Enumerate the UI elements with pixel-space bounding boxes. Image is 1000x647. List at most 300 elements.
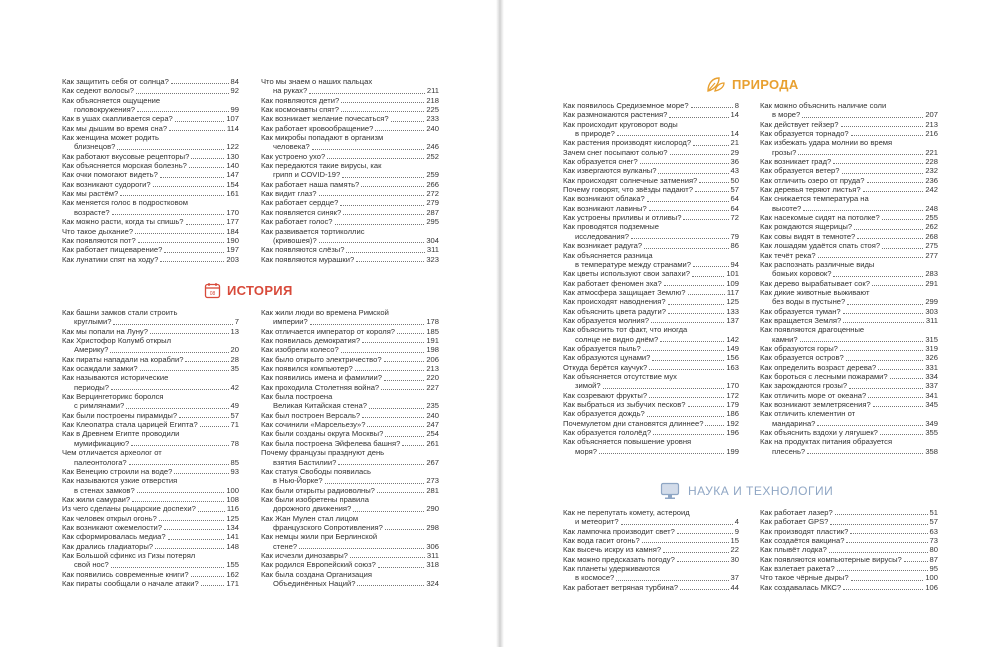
leader-dots bbox=[378, 567, 425, 568]
toc-entry-text: Как появился компьютер? bbox=[261, 364, 353, 374]
toc-entry bbox=[261, 152, 439, 161]
toc-column-nature-2 bbox=[760, 101, 938, 456]
page-number: 318 bbox=[426, 560, 439, 570]
toc-entry bbox=[760, 391, 938, 400]
toc-entry-text: Как возникает желание почесаться? bbox=[261, 114, 389, 124]
leader-dots bbox=[164, 529, 224, 530]
toc-entry bbox=[760, 536, 938, 545]
toc-entry bbox=[760, 372, 938, 381]
toc-entry bbox=[563, 428, 739, 437]
toc-entry bbox=[760, 307, 938, 316]
toc-entry-text: зимой? bbox=[575, 381, 601, 391]
toc-entry-text: Из чего сделаны рыцарские доспехи? bbox=[62, 504, 196, 514]
leader-dots bbox=[664, 285, 725, 286]
page-number: 99 bbox=[230, 105, 239, 115]
leader-dots bbox=[164, 252, 224, 253]
toc-entry bbox=[760, 381, 938, 390]
leader-dots bbox=[377, 492, 424, 493]
toc-entry-text: Как пираты нападали на корабли? bbox=[62, 354, 184, 364]
toc-entry-text: Как объясняется разница bbox=[563, 250, 653, 260]
toc-entry-text: Как работает GPS? bbox=[760, 517, 829, 527]
toc-entry bbox=[261, 198, 439, 207]
toc-entry bbox=[62, 96, 239, 115]
page-number: 43 bbox=[730, 166, 739, 176]
toc-entry-text: Как возникает радуга? bbox=[563, 241, 643, 251]
toc-entry-text: Как определить возраст дерева? bbox=[760, 362, 877, 372]
leader-dots bbox=[120, 195, 224, 196]
page-number: 185 bbox=[426, 326, 439, 336]
leader-dots bbox=[342, 177, 424, 178]
toc-entry bbox=[261, 180, 439, 189]
toc-entry bbox=[62, 336, 239, 355]
toc-entry-text: на руках? bbox=[273, 86, 308, 96]
toc-entry bbox=[563, 138, 739, 147]
page-number: 95 bbox=[929, 564, 938, 574]
toc-entry bbox=[563, 527, 739, 536]
toc-entry bbox=[62, 124, 239, 133]
page-number: 37 bbox=[730, 573, 739, 583]
toc-entry-text: стене? bbox=[273, 541, 298, 551]
leader-dots bbox=[833, 163, 923, 164]
leader-dots bbox=[137, 111, 229, 112]
toc-entry-text: Как жили самураи? bbox=[62, 494, 131, 504]
leader-dots bbox=[113, 324, 232, 325]
leader-dots bbox=[680, 589, 728, 590]
toc-entry-text: плесень? bbox=[772, 446, 806, 456]
leader-dots bbox=[179, 417, 228, 418]
leader-dots bbox=[850, 533, 927, 534]
toc-entry bbox=[760, 138, 938, 157]
leader-dots bbox=[691, 107, 733, 108]
leader-dots bbox=[186, 224, 225, 225]
toc-entry bbox=[760, 157, 938, 166]
leader-dots bbox=[653, 434, 724, 435]
leader-dots bbox=[693, 145, 728, 146]
leader-dots bbox=[355, 370, 425, 371]
page-number: 101 bbox=[726, 269, 739, 279]
leader-dots bbox=[693, 266, 729, 267]
page-number: 71 bbox=[230, 420, 239, 430]
leader-dots bbox=[890, 378, 924, 379]
toc-entry-text: Как возникают облака? bbox=[563, 194, 645, 204]
page-number: 94 bbox=[730, 259, 739, 269]
page-number: 277 bbox=[925, 250, 938, 260]
toc-entry bbox=[760, 260, 938, 279]
toc-entry bbox=[563, 204, 739, 213]
page-number: 87 bbox=[929, 554, 938, 564]
page-number: 252 bbox=[426, 151, 439, 161]
toc-entry-text: Как статуя Свободы появилась bbox=[261, 466, 372, 476]
page-number: 161 bbox=[226, 189, 239, 199]
toc-entry bbox=[563, 222, 739, 241]
toc-entry-text: Как защитить себя от солнца? bbox=[62, 77, 169, 86]
page-number: 303 bbox=[925, 306, 938, 316]
section-title-nature: ПРИРОДА bbox=[732, 76, 799, 92]
toc-entry-text: Как зарождаются грозы? bbox=[760, 381, 848, 391]
page-number: 14 bbox=[730, 129, 739, 139]
toc-entry-text: Как немцы жили при Берлинской bbox=[261, 532, 378, 542]
toc-entry-text: Как было открыто электричество? bbox=[261, 354, 382, 364]
toc-entry bbox=[563, 536, 739, 545]
leader-dots bbox=[319, 242, 425, 243]
leader-dots bbox=[851, 580, 924, 581]
toc-entry bbox=[563, 400, 739, 409]
toc-entry-text: Как растения производят кислород? bbox=[563, 138, 692, 148]
svg-text:08: 08 bbox=[209, 291, 216, 297]
toc-entry-text: Как объяснить вздохи у лягушек? bbox=[760, 428, 878, 438]
page-number: 80 bbox=[929, 545, 938, 555]
toc-entry bbox=[563, 307, 739, 316]
leader-dots bbox=[110, 352, 228, 353]
toc-entry-text: Как сочинили «Марсельезу»? bbox=[261, 420, 366, 430]
toc-entry bbox=[760, 583, 938, 592]
leader-dots bbox=[843, 322, 924, 323]
toc-entry bbox=[563, 545, 739, 554]
toc-entry-text: божьих коровок? bbox=[772, 269, 832, 279]
leader-dots bbox=[643, 350, 725, 351]
page-number: 114 bbox=[226, 123, 239, 133]
toc-entry-text: без воды в пустыне? bbox=[772, 297, 846, 307]
leader-dots bbox=[309, 93, 425, 94]
leaf-icon bbox=[706, 75, 726, 93]
toc-entry bbox=[62, 551, 239, 570]
page-number: 134 bbox=[226, 522, 239, 532]
toc-column-history-1 bbox=[62, 308, 239, 588]
toc-entry-text: Как работает феномен эха? bbox=[563, 278, 662, 288]
toc-entry-text: Как работает наша память? bbox=[261, 179, 360, 189]
leader-dots bbox=[649, 369, 724, 370]
leader-dots bbox=[854, 229, 923, 230]
leader-dots bbox=[335, 224, 425, 225]
page-number: 216 bbox=[925, 129, 938, 139]
page-number: 211 bbox=[426, 86, 439, 96]
leader-dots bbox=[171, 83, 229, 84]
leader-dots bbox=[649, 397, 724, 398]
toc-entry bbox=[261, 245, 439, 254]
toc-entry bbox=[760, 428, 938, 437]
toc-entry-text: Как работает пищеварение? bbox=[62, 245, 163, 255]
toc-entry bbox=[62, 467, 239, 476]
toc-entry-text: Как возникают судороги? bbox=[62, 179, 151, 189]
toc-entry bbox=[563, 437, 739, 456]
page-number: 42 bbox=[230, 382, 239, 392]
page-number: 36 bbox=[730, 157, 739, 167]
toc-column-nature-1 bbox=[563, 101, 739, 456]
toc-entry-text: Как работает лазер? bbox=[760, 508, 833, 517]
page-number: 232 bbox=[925, 166, 938, 176]
toc-entry-text: Как был построен Версаль? bbox=[261, 410, 361, 420]
leader-dots bbox=[677, 533, 733, 534]
toc-entry bbox=[760, 437, 938, 456]
toc-entry bbox=[760, 316, 938, 325]
page-number: 149 bbox=[726, 343, 739, 353]
toc-entry bbox=[760, 555, 938, 564]
toc-entry-text: империи? bbox=[273, 317, 308, 327]
page-number: 275 bbox=[925, 241, 938, 251]
toc-entry bbox=[563, 288, 739, 297]
toc-entry bbox=[261, 392, 439, 411]
page-number: 233 bbox=[426, 114, 439, 124]
leader-dots bbox=[882, 248, 923, 249]
leader-dots bbox=[319, 195, 425, 196]
toc-entry-text: Как появляются мурашки? bbox=[261, 254, 355, 264]
leader-dots bbox=[135, 233, 224, 234]
toc-entry-text: Как появляется синяк? bbox=[261, 207, 342, 217]
toc-entry-text: Как образуется пыль? bbox=[563, 343, 641, 353]
toc-entry-text: и метеорит? bbox=[575, 517, 619, 527]
page-number: 197 bbox=[226, 245, 239, 255]
toc-entry bbox=[563, 419, 739, 428]
toc-entry-text: Как седеют волосы? bbox=[62, 86, 134, 96]
leader-dots bbox=[642, 542, 729, 543]
toc-entry-text: Как объяснить тот факт, что иногда bbox=[563, 325, 688, 335]
page-number: 199 bbox=[726, 446, 739, 456]
leader-dots bbox=[807, 453, 923, 454]
leader-dots bbox=[833, 276, 923, 277]
leader-dots bbox=[840, 350, 923, 351]
page-number: 30 bbox=[730, 554, 739, 564]
toc-entry-text: Как бороться с лесными пожарами? bbox=[760, 371, 888, 381]
page-number: 162 bbox=[226, 569, 239, 579]
book-spine bbox=[496, 0, 504, 647]
toc-entry-text: в море? bbox=[772, 110, 801, 120]
toc-entry-text: Как взлетает ракета? bbox=[760, 564, 835, 574]
page-number: 35 bbox=[230, 364, 239, 374]
leader-dots bbox=[129, 464, 229, 465]
toc-entry-text: круглыми? bbox=[74, 317, 112, 327]
page-number: 225 bbox=[426, 105, 439, 115]
toc-entry bbox=[563, 316, 739, 325]
toc-entry bbox=[563, 353, 739, 362]
page-number: 228 bbox=[925, 157, 938, 167]
toc-entry-text: Как отличить озеро от пруда? bbox=[760, 175, 865, 185]
leader-dots bbox=[843, 589, 923, 590]
page-number: 287 bbox=[426, 207, 439, 217]
page-number: 334 bbox=[925, 371, 938, 381]
toc-entry-text: Как насекомые сидят на потолке? bbox=[760, 213, 880, 223]
toc-entry-text: Как лампочка производит свет? bbox=[563, 526, 675, 536]
toc-entry bbox=[62, 189, 239, 198]
toc-entry-text: Как образуются цунами? bbox=[563, 353, 651, 363]
toc-entry bbox=[760, 176, 938, 185]
leader-dots bbox=[846, 542, 927, 543]
page-number: 92 bbox=[230, 86, 239, 96]
page-number: 85 bbox=[230, 457, 239, 467]
page-number: 79 bbox=[730, 231, 739, 241]
toc-entry-text: Как появляются пот? bbox=[62, 235, 136, 245]
toc-entry bbox=[261, 514, 439, 533]
leader-dots bbox=[817, 425, 923, 426]
page-number: 170 bbox=[726, 381, 739, 391]
toc-entry bbox=[563, 391, 739, 400]
toc-entry bbox=[62, 255, 239, 264]
toc-entry-text: Как исчезли динозавры? bbox=[261, 550, 348, 560]
toc-entry bbox=[261, 373, 439, 382]
leader-dots bbox=[325, 483, 425, 484]
toc-entry-text: грипп и COVID-19? bbox=[273, 170, 341, 180]
toc-entry-text: Как возникает град? bbox=[760, 157, 832, 167]
toc-entry-text: Как распознать различные виды bbox=[760, 259, 875, 269]
toc-entry bbox=[62, 579, 239, 588]
toc-entry-text: Как образуется туман? bbox=[760, 306, 841, 316]
toc-entry-text: Как были построены пирамиды? bbox=[62, 410, 178, 420]
toc-entry bbox=[563, 583, 739, 592]
leader-dots bbox=[362, 342, 424, 343]
toc-column-history-2 bbox=[261, 308, 439, 588]
toc-entry-text: Как деревья теряют листья? bbox=[760, 185, 861, 195]
leader-dots bbox=[391, 121, 425, 122]
toc-entry bbox=[563, 363, 739, 372]
page-number: 51 bbox=[929, 508, 938, 517]
toc-entry-text: Как устроено ухо? bbox=[261, 151, 326, 161]
toc-entry-text: Как работают вкусовые рецепторы? bbox=[62, 151, 190, 161]
toc-entry bbox=[261, 96, 439, 105]
leader-dots bbox=[384, 361, 425, 362]
toc-entry-text: камни? bbox=[772, 334, 798, 344]
toc-entry bbox=[760, 129, 938, 138]
toc-entry-text: периоды? bbox=[74, 382, 109, 392]
page-number: 326 bbox=[925, 353, 938, 363]
toc-entry-text: Как работает ветряная турбина? bbox=[563, 582, 679, 592]
page-number: 323 bbox=[426, 254, 439, 264]
toc-entry-text: Как объясняется повышение уровня bbox=[563, 437, 692, 447]
toc-entry bbox=[563, 344, 739, 353]
leader-dots bbox=[668, 304, 725, 305]
page-number: 50 bbox=[730, 175, 739, 185]
page-number: 63 bbox=[929, 526, 938, 536]
leader-dots bbox=[851, 135, 924, 136]
page-number: 93 bbox=[230, 466, 239, 476]
toc-entry bbox=[261, 105, 439, 114]
leader-dots bbox=[658, 173, 728, 174]
toc-entry bbox=[760, 232, 938, 241]
leader-dots bbox=[341, 111, 424, 112]
toc-column-science-2 bbox=[760, 508, 938, 592]
leader-dots bbox=[683, 219, 728, 220]
toc-entry-text: Америку? bbox=[74, 345, 109, 355]
page-number: 349 bbox=[925, 418, 938, 428]
toc-entry-text: Как течёт река? bbox=[760, 250, 816, 260]
leader-dots bbox=[341, 102, 424, 103]
toc-entry-text: Как извергаются вулканы? bbox=[563, 166, 657, 176]
toc-entry-text: Как создаётся вакцина? bbox=[760, 536, 845, 546]
leader-dots bbox=[829, 552, 928, 553]
toc-entry-text: Как устроены приливы и отливы? bbox=[563, 213, 682, 223]
page-number: 57 bbox=[730, 185, 739, 195]
toc-entry-text: Как называются исторические bbox=[62, 373, 169, 383]
toc-entry bbox=[261, 364, 439, 373]
toc-entry-text: Как Верцингеторикс боролся bbox=[62, 392, 164, 402]
toc-entry-text: Как человек открыл огонь? bbox=[62, 513, 157, 523]
toc-entry-text: Как действует гейзер? bbox=[760, 119, 839, 129]
toc-entry-text: Как родился Европейский союз? bbox=[261, 560, 376, 570]
toc-entry bbox=[62, 327, 239, 336]
section-header-nature bbox=[706, 75, 799, 93]
toc-entry bbox=[62, 448, 239, 467]
toc-entry-text: Как называются узкие отверстия bbox=[62, 476, 178, 486]
page-number: 72 bbox=[730, 213, 739, 223]
leader-dots bbox=[299, 548, 424, 549]
leader-dots bbox=[310, 324, 425, 325]
page-number: 7 bbox=[234, 317, 239, 327]
toc-entry-text: Как Клеопатра стала царицей Египта? bbox=[62, 420, 198, 430]
leader-dots bbox=[705, 425, 724, 426]
page-number: 130 bbox=[226, 151, 239, 161]
page-number: 100 bbox=[226, 485, 239, 495]
toc-entry bbox=[563, 279, 739, 288]
page-number: 246 bbox=[426, 142, 439, 152]
page-number: 261 bbox=[426, 438, 439, 448]
page-number: 177 bbox=[226, 217, 239, 227]
leader-dots bbox=[381, 389, 424, 390]
page-number: 248 bbox=[925, 203, 938, 213]
toc-entry bbox=[563, 409, 739, 418]
toc-entry-text: Что такое дыхание? bbox=[62, 226, 134, 236]
toc-entry-text: Как лунатики спят на ходу? bbox=[62, 254, 159, 264]
toc-entry-text: дорожного движения? bbox=[273, 504, 352, 514]
page-number: 306 bbox=[426, 541, 439, 551]
toc-entry bbox=[563, 148, 739, 157]
page-number: 4 bbox=[734, 517, 739, 527]
toc-entry bbox=[62, 77, 239, 86]
toc-entry-text: Как появились имена и фамилии? bbox=[261, 373, 382, 383]
toc-entry bbox=[62, 86, 239, 95]
leader-dots bbox=[350, 557, 425, 558]
toc-entry-text: Как высечь искру из камня? bbox=[563, 545, 662, 555]
leader-dots bbox=[160, 177, 225, 178]
page-number: 358 bbox=[925, 446, 938, 456]
page-number: 192 bbox=[726, 418, 739, 428]
page-number: 337 bbox=[925, 381, 938, 391]
toc-entry-text: Как атмосфера защищает Землю? bbox=[563, 287, 686, 297]
toc-entry bbox=[62, 514, 239, 523]
page-number: 341 bbox=[925, 390, 938, 400]
page-number: 355 bbox=[925, 428, 938, 438]
leader-dots bbox=[191, 158, 224, 159]
leader-dots bbox=[798, 154, 923, 155]
toc-entry-text: Как космонавты спят? bbox=[261, 105, 340, 115]
leader-dots bbox=[340, 205, 424, 206]
leader-dots bbox=[397, 333, 424, 334]
toc-entry bbox=[760, 508, 938, 517]
toc-entry bbox=[760, 325, 938, 344]
leader-dots bbox=[159, 520, 224, 521]
toc-entry-text: Как созревают фрукты? bbox=[563, 390, 648, 400]
leader-dots bbox=[160, 261, 224, 262]
page-number: 227 bbox=[426, 382, 439, 392]
toc-entry-text: Как объяснить цвета радуги? bbox=[563, 306, 666, 316]
leader-dots bbox=[356, 261, 424, 262]
toc-entry bbox=[760, 545, 938, 554]
toc-entry-text: (кривошея)? bbox=[273, 235, 317, 245]
toc-entry-text: Как вода гасит огонь? bbox=[563, 536, 640, 546]
toc-entry bbox=[62, 245, 239, 254]
leader-dots bbox=[652, 360, 724, 361]
leader-dots bbox=[882, 219, 924, 220]
toc-entry bbox=[62, 392, 239, 411]
toc-entry bbox=[261, 411, 439, 420]
toc-entry-text: Как проходила Столетняя война? bbox=[261, 382, 380, 392]
leader-dots bbox=[362, 417, 424, 418]
toc-entry-text: Как появляются слёзы? bbox=[261, 245, 345, 255]
toc-entry-text: Как на продуктах питания образуется bbox=[760, 437, 893, 447]
leader-dots bbox=[117, 149, 224, 150]
leader-dots bbox=[880, 434, 923, 435]
toc-entry bbox=[261, 114, 439, 123]
toc-entry bbox=[62, 198, 239, 217]
leader-dots bbox=[111, 567, 225, 568]
page-number: 324 bbox=[426, 578, 439, 588]
